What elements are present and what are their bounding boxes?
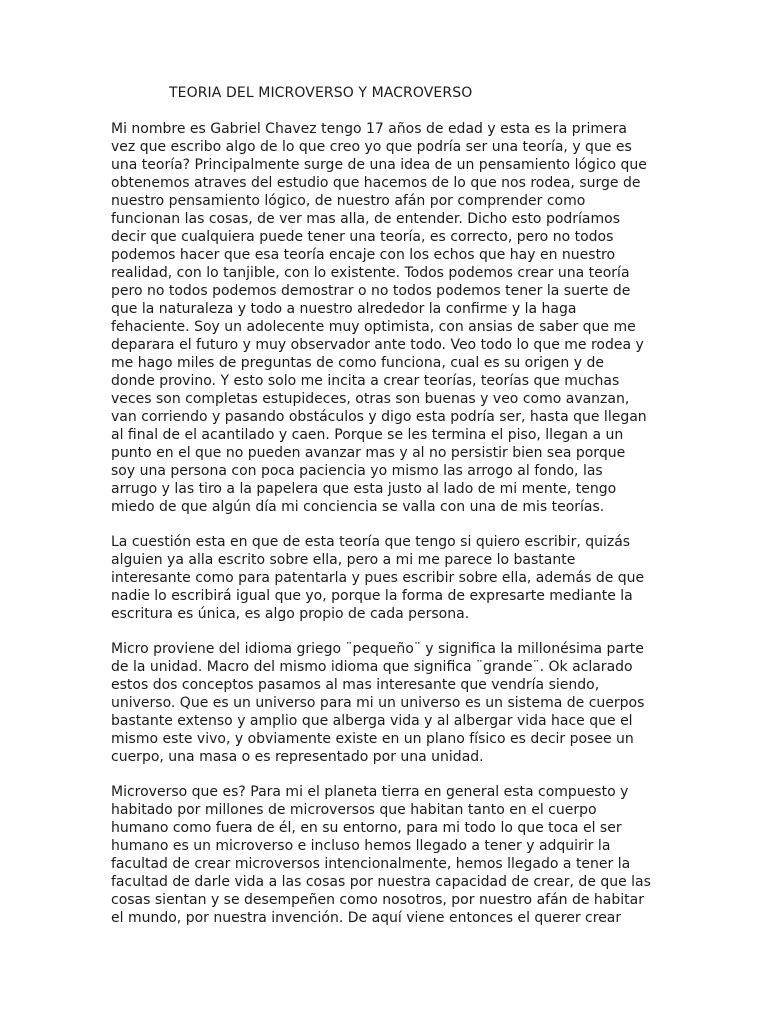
text-line: fehaciente. Soy un adolecente muy optimista, con ansias de saber que me [111, 319, 636, 335]
text-line: facultad de darle vida a las cosas por nuestra capacidad de crear, de que las [111, 874, 651, 890]
text-line: interesante como para patentarla y pues escribir sobre ella, además de que [111, 570, 645, 586]
text-line: alguien ya alla escrito sobre ella, pero a mi me parece lo bastante [111, 552, 576, 568]
text-line: decir que cualquiera puede tener una teoría, es correcto, pero no todos [111, 229, 614, 245]
text-line: Microverso que es? Para mi el planeta tierra en general esta compuesto y [111, 784, 629, 800]
text-line: nuestro pensamiento lógico, de nuestro afán por comprender como [111, 193, 586, 209]
text-line: realidad, con lo tanjible, con lo existente. Todos podemos crear una teoría [111, 265, 630, 281]
text-line: el mundo, por nuestra invención. De aquí viene entonces el querer crear [111, 910, 622, 926]
text-line: de la unidad. Macro del mismo idioma que significa ¨grande¨. Ok aclarado [111, 659, 633, 675]
paragraph [111, 783, 671, 927]
text-line: podemos hacer que esa teoría encaje con los echos que hay en nuestro [111, 247, 616, 263]
text-line: universo. Que es un universo para mi un universo es un sistema de cuerpos [111, 695, 645, 711]
text-line: bastante extenso y amplio que alberga vida y al albergar vida hace que el [111, 713, 633, 729]
text-line: estos dos conceptos pasamos al mas interesante que vendría siendo, [111, 677, 600, 693]
text-line: soy una persona con poca paciencia yo mismo las arrogo al fondo, las [111, 463, 603, 479]
text-line: vez que escribo algo de lo que creo yo que podría ser una teoría, y que es [111, 139, 632, 155]
text-line: una teoría? Principalmente surge de una idea de un pensamiento lógico que [111, 157, 647, 173]
text-line: pero no todos podemos demostrar o no todos podemos tener la suerte de [111, 283, 631, 299]
text-line: mismo este vivo, y obviamente existe en un plano físico es decir posee un [111, 731, 634, 747]
text-line: arrugo y las tiro a la papelera que esta justo al lado de mi mente, tengo [111, 481, 617, 497]
document-title: TEORIA DEL MICROVERSO Y MACROVERSO [169, 85, 473, 101]
text-line: Micro proviene del idioma griego ¨pequeño¨ y significa la millonésima parte [111, 641, 644, 657]
text-line: miedo de que algún día mi conciencia se valla con una de mis teorías. [111, 499, 605, 515]
paragraph [111, 533, 671, 623]
text-line: humano es un microverso e incluso hemos llegado a tener y adquirir la [111, 838, 611, 854]
text-line: veces son completas estupideces, otras son buenas y veo como avanzan, [111, 391, 630, 407]
paragraph [111, 640, 671, 766]
text-line: que la naturaleza y todo a nuestro alrededor la confirme y la haga [111, 301, 577, 317]
text-line: habitado por millones de microversos que habitan tanto en el cuerpo [111, 802, 597, 818]
text-line: Mi nombre es Gabriel Chavez tengo 17 años de edad y esta es la primera [111, 121, 627, 137]
text-line: me hago miles de preguntas de como funciona, cual es su origen y de [111, 355, 604, 371]
text-line: cosas sientan y se desempeñen como nosotros, por nuestro afán de habitar [111, 892, 644, 908]
text-line: deparara el futuro y muy observador ante todo. Veo todo lo que me rodea y [111, 337, 644, 353]
text-line: punto en el que no pueden avanzar mas y al no persistir bien sea porque [111, 445, 626, 461]
text-line: escritura es única, es algo propio de cada persona. [111, 606, 470, 622]
text-line: donde provino. Y esto solo me incita a crear teorías, teorías que muchas [111, 373, 620, 389]
text-line: humano como fuera de él, en su entorno, para mi todo lo que toca el ser [111, 820, 622, 836]
text-line: facultad de crear microversos intencionalmente, hemos llegado a tener la [111, 856, 631, 872]
text-line: obtenemos atraves del estudio que hacemos de lo que nos rodea, surge de [111, 175, 641, 191]
text-line: van corriendo y pasando obstáculos y digo esta podría ser, hasta que llegan [111, 409, 647, 425]
text-line: funcionan las cosas, de ver mas alla, de entender. Dicho esto podríamos [111, 211, 621, 227]
text-line: nadie lo escribirá igual que yo, porque la forma de expresarte mediante la [111, 588, 633, 604]
text-line: al final de el acantilado y caen. Porque se les termina el piso, llegan a un [111, 427, 624, 443]
text-line: cuerpo, una masa o es representado por una unidad. [111, 749, 484, 765]
text-line: La cuestión esta en que de esta teoría que tengo si quiero escribir, quizás [111, 534, 631, 550]
paragraph [111, 120, 671, 516]
document-body [111, 120, 671, 944]
